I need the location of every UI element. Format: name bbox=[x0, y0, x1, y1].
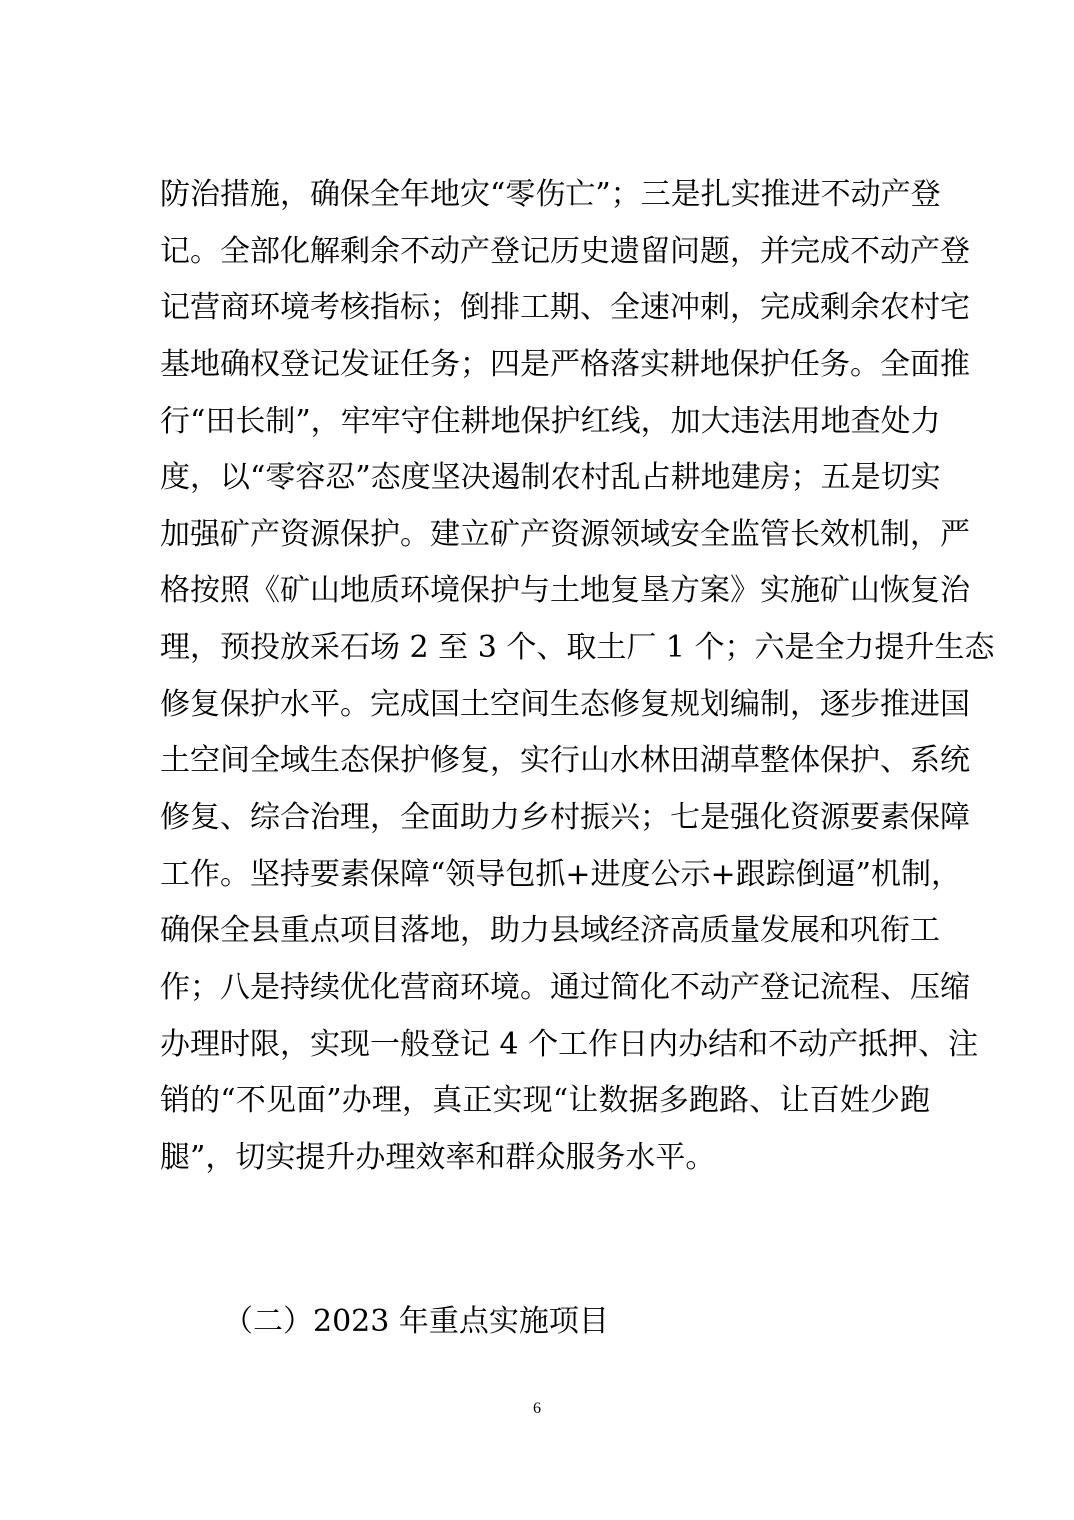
paragraph-line: 防治措施，确保全年地灾“零伤亡”；三是扎实推进不动产登 bbox=[160, 177, 941, 212]
paragraph-line: 确保全县重点项目落地，助力县域经济高质量发展和巩衔工 bbox=[160, 913, 940, 949]
paragraph-line: 记。全部化解剩余不动产登记历史遗留问题，并完成不动产登 bbox=[160, 233, 970, 269]
paragraph-line: 修复保护水平。完成国土空间生态修复规划编制，逐步推进国 bbox=[160, 686, 970, 722]
paragraph-line: 基地确权登记发证任务；四是严格落实耕地保护任务。全面推 bbox=[160, 346, 970, 382]
paragraph-line: 格按照《矿山地质环境保护与土地复垦方案》实施矿山恢复治 bbox=[160, 573, 970, 609]
paragraph-line: 加强矿产资源保护。建立矿产资源领域安全监管长效机制，严 bbox=[160, 516, 970, 552]
paragraph-line: 理，预投放采石场 2 至 3 个、取土厂 1 个；六是全力提升生态 bbox=[160, 630, 995, 666]
paragraph-line: 土空间全域生态保护修复，实行山水林田湖草整体保护、系统 bbox=[160, 743, 970, 779]
paragraph-line: 办理时限，实现一般登记 4 个工作日内办结和不动产抵押、注 bbox=[160, 1026, 979, 1062]
paragraph-line: 腿”，切实提升办理效率和群众服务水平。 bbox=[160, 1139, 716, 1175]
paragraph-line: 销的“不见面”办理，真正实现“让数据多跑路、让百姓少跑 bbox=[160, 1083, 930, 1119]
paragraph-line: 修复、综合治理，全面助力乡村振兴；七是强化资源要素保障 bbox=[160, 800, 970, 836]
paragraph-line: 度，以“零容忍”态度坚决遏制农村乱占耕地建房；五是切实 bbox=[160, 460, 941, 496]
paragraph-line: 记营商环境考核指标；倒排工期、全速冲刺，完成剩余农村宅 bbox=[160, 290, 970, 326]
body-paragraph bbox=[160, 167, 995, 1187]
paragraph-line: 行“田长制”，牢牢守住耕地保护红线，加大违法用地查处力 bbox=[160, 403, 941, 439]
page-number: 6 bbox=[533, 1400, 541, 1417]
section-subheading: （二）2023 年重点实施项目 bbox=[223, 1304, 609, 1339]
paragraph-line: 工作。坚持要素保障“领导包抓+进度公示+跟踪倒逼”机制， bbox=[160, 856, 961, 892]
paragraph-line: 作；八是持续优化营商环境。通过简化不动产登记流程、压缩 bbox=[160, 969, 970, 1005]
